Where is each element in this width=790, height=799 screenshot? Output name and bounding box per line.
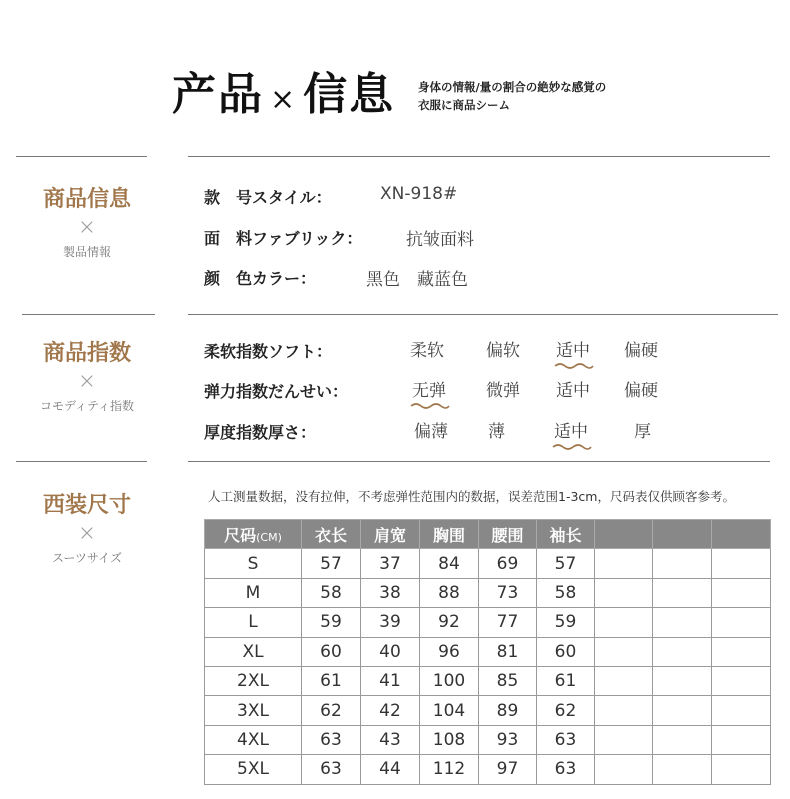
table-row bbox=[205, 549, 771, 578]
table-cell: 96 bbox=[420, 637, 479, 666]
subtitle-line2: 衣服に商品シーム bbox=[418, 98, 510, 112]
table-cell: 44 bbox=[361, 755, 420, 784]
elasticity-option-4: 偏硬 bbox=[624, 381, 658, 401]
table-cell: 63 bbox=[302, 755, 361, 784]
style-value: XN-918# bbox=[380, 184, 458, 204]
table-cell: 63 bbox=[302, 725, 361, 754]
table-cell: L bbox=[205, 608, 302, 637]
table-cell: 108 bbox=[420, 725, 479, 754]
measurement-note: 人工测量数据，没有拉伸，不考虑弹性范围内的数据，误差范围1-3cm，尺码表仅供顾客参考。 bbox=[208, 489, 735, 504]
table-cell: 4XL bbox=[205, 725, 302, 754]
table-cell bbox=[595, 608, 653, 637]
table-cell: 97 bbox=[479, 755, 537, 784]
table-cell bbox=[653, 637, 712, 666]
table-cell bbox=[712, 549, 771, 578]
table-cell bbox=[653, 549, 712, 578]
table-header bbox=[653, 520, 712, 549]
divider bbox=[22, 314, 155, 315]
table-row bbox=[205, 637, 771, 666]
table-cell: XL bbox=[205, 637, 302, 666]
table-cell: S bbox=[205, 549, 302, 578]
header-unit: (CM) bbox=[256, 530, 282, 544]
table-row bbox=[205, 755, 771, 784]
table-cell: 60 bbox=[302, 637, 361, 666]
table-cell: 85 bbox=[479, 666, 537, 695]
fabric-label: 面 料ファブリック： bbox=[204, 229, 363, 248]
table-cell bbox=[595, 755, 653, 784]
table-cell bbox=[595, 696, 653, 725]
section-label-commodity-index bbox=[12, 336, 162, 414]
table-row bbox=[205, 725, 771, 754]
softness-option-3-selected bbox=[556, 336, 590, 361]
title-right: 信息 bbox=[303, 69, 396, 120]
section-x: × bbox=[77, 521, 97, 546]
selected-wave-icon bbox=[552, 443, 592, 451]
table-cell: 89 bbox=[479, 696, 537, 725]
section-label-product-info bbox=[12, 182, 162, 260]
selected-wave-icon bbox=[554, 362, 594, 370]
subtitle-line1: 身体の情報/量の割合の絶妙な感覚の bbox=[418, 80, 607, 94]
divider bbox=[188, 156, 770, 157]
table-cell: 58 bbox=[302, 578, 361, 607]
table-cell: 61 bbox=[537, 666, 595, 695]
elasticity-label: 弹力指数だんせい： bbox=[204, 382, 349, 401]
table-cell bbox=[653, 696, 712, 725]
divider bbox=[188, 314, 778, 315]
table-cell: M bbox=[205, 578, 302, 607]
table-cell bbox=[595, 549, 653, 578]
page-subtitle bbox=[418, 78, 606, 114]
table-cell bbox=[712, 637, 771, 666]
table-cell: 77 bbox=[479, 608, 537, 637]
table-cell: 59 bbox=[537, 608, 595, 637]
table-cell: 81 bbox=[479, 637, 537, 666]
table-header-size bbox=[205, 520, 302, 549]
table-header: 肩宽 bbox=[361, 520, 420, 549]
table-row bbox=[205, 608, 771, 637]
page-title bbox=[172, 58, 395, 122]
table-row bbox=[205, 666, 771, 695]
table-cell: 88 bbox=[420, 578, 479, 607]
table-cell bbox=[653, 725, 712, 754]
table-cell: 112 bbox=[420, 755, 479, 784]
table-cell: 60 bbox=[537, 637, 595, 666]
table-row bbox=[205, 696, 771, 725]
table-header: 袖长 bbox=[537, 520, 595, 549]
table-cell bbox=[653, 666, 712, 695]
table-cell: 5XL bbox=[205, 755, 302, 784]
divider bbox=[16, 461, 147, 462]
table-header: 衣长 bbox=[302, 520, 361, 549]
section-x: × bbox=[77, 215, 97, 240]
table-cell: 73 bbox=[479, 578, 537, 607]
elasticity-option-2: 微弹 bbox=[486, 381, 520, 401]
table-cell bbox=[653, 608, 712, 637]
table-cell bbox=[595, 578, 653, 607]
color-value: 黑色 藏蓝色 bbox=[366, 270, 468, 290]
selected-wave-icon bbox=[410, 402, 450, 410]
table-cell bbox=[595, 725, 653, 754]
table-cell: 69 bbox=[479, 549, 537, 578]
table-cell: 63 bbox=[537, 755, 595, 784]
elasticity-option-1-selected bbox=[412, 376, 446, 401]
section-x: × bbox=[77, 369, 97, 394]
table-cell: 41 bbox=[361, 666, 420, 695]
table-cell: 43 bbox=[361, 725, 420, 754]
table-cell: 2XL bbox=[205, 666, 302, 695]
section-label-suit-size bbox=[12, 488, 162, 566]
table-cell: 39 bbox=[361, 608, 420, 637]
table-cell bbox=[653, 578, 712, 607]
section-title: 商品指数 bbox=[42, 341, 131, 366]
table-cell: 100 bbox=[420, 666, 479, 695]
table-cell bbox=[712, 755, 771, 784]
table-cell bbox=[712, 666, 771, 695]
table-cell: 57 bbox=[302, 549, 361, 578]
section-subtitle: 製品情報 bbox=[62, 245, 111, 259]
table-cell: 37 bbox=[361, 549, 420, 578]
table-cell bbox=[653, 755, 712, 784]
table-header: 胸围 bbox=[420, 520, 479, 549]
style-label: 款 号スタイル： bbox=[204, 188, 332, 207]
table-row bbox=[205, 578, 771, 607]
table-cell: 63 bbox=[537, 725, 595, 754]
thickness-option-3-label: 适中 bbox=[554, 422, 588, 442]
table-cell: 84 bbox=[420, 549, 479, 578]
table-header-row bbox=[205, 520, 771, 549]
table-header bbox=[712, 520, 771, 549]
fabric-value: 抗皱面料 bbox=[406, 230, 474, 250]
softness-option-4: 偏硬 bbox=[624, 341, 658, 361]
table-body bbox=[205, 549, 771, 784]
divider bbox=[188, 461, 770, 462]
softness-label: 柔软指数ソフト： bbox=[204, 342, 333, 361]
table-header bbox=[595, 520, 653, 549]
table-header: 腰围 bbox=[479, 520, 537, 549]
table-cell bbox=[595, 637, 653, 666]
table-cell: 42 bbox=[361, 696, 420, 725]
table-cell: 62 bbox=[302, 696, 361, 725]
thickness-option-4: 厚 bbox=[634, 422, 651, 442]
thickness-option-3-selected bbox=[554, 417, 588, 442]
elasticity-option-3: 适中 bbox=[556, 381, 590, 401]
table-cell: 57 bbox=[537, 549, 595, 578]
table-cell: 93 bbox=[479, 725, 537, 754]
title-x: × bbox=[270, 82, 298, 117]
section-subtitle: スーツサイズ bbox=[52, 551, 122, 565]
table-cell: 40 bbox=[361, 637, 420, 666]
thickness-label: 厚度指数厚さ： bbox=[204, 423, 317, 442]
table-cell: 104 bbox=[420, 696, 479, 725]
table-cell bbox=[712, 696, 771, 725]
table-cell: 38 bbox=[361, 578, 420, 607]
softness-option-1: 柔软 bbox=[410, 341, 444, 361]
divider bbox=[16, 156, 147, 157]
table-cell bbox=[595, 666, 653, 695]
title-left: 产品 bbox=[172, 69, 264, 120]
thickness-option-1: 偏薄 bbox=[414, 422, 448, 442]
table-cell: 62 bbox=[537, 696, 595, 725]
softness-option-2: 偏软 bbox=[486, 341, 520, 361]
section-title: 西装尺寸 bbox=[42, 493, 131, 518]
elasticity-option-1-label: 无弹 bbox=[412, 381, 446, 401]
header-size-label: 尺码 bbox=[224, 525, 257, 545]
table-cell: 92 bbox=[420, 608, 479, 637]
table-cell: 61 bbox=[302, 666, 361, 695]
color-label: 颜 色カラー： bbox=[204, 269, 317, 288]
table-cell bbox=[712, 608, 771, 637]
table-cell bbox=[712, 578, 771, 607]
table-cell bbox=[712, 725, 771, 754]
table-cell: 59 bbox=[302, 608, 361, 637]
table-cell: 3XL bbox=[205, 696, 302, 725]
table-cell: 58 bbox=[537, 578, 595, 607]
size-table bbox=[204, 519, 771, 785]
softness-option-3-label: 适中 bbox=[556, 341, 590, 361]
section-subtitle: コモディティ指数 bbox=[39, 399, 135, 413]
thickness-option-2: 薄 bbox=[488, 422, 505, 442]
section-title: 商品信息 bbox=[42, 187, 131, 212]
